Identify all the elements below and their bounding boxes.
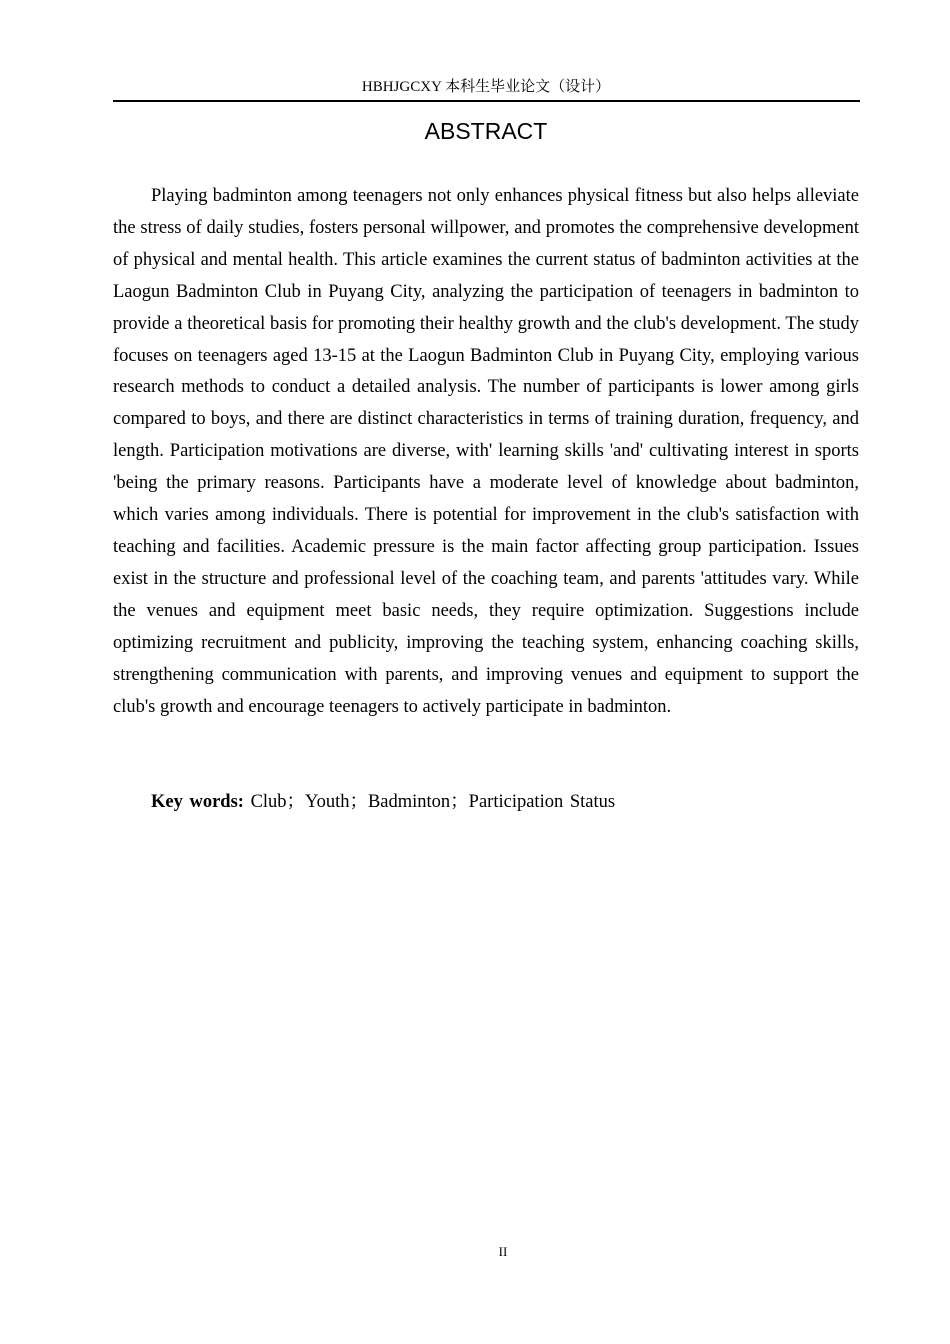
keywords-text: Club；Youth；Badminton；Participation Status	[250, 792, 616, 812]
keywords-label: Key words:	[151, 792, 244, 812]
abstract-paragraph: Playing badminton among teenagers not only enhances physical fitness but also helps alleviate the stress of daily studies, fosters personal willpower, and promotes the comprehensive development of physical and mental health. This article examines the current status of badminton activities at the Laogun Badminton Club in Puyang City, analyzing the participation of teenagers in badminton to provide a theoretical basis for promoting their healthy growth and the club's development. The study focuses on teenagers aged 13-15 at the Laogun Badminton Club in Puyang City, employing various research methods to conduct a detailed analysis. The number of participants is lower among girls compared to boys, and there are distinct characteristics in terms of training duration, frequency, and length. Participation motivations are diverse, with' learning skills 'and' cultivating interest in sports 'being the primary reasons. Participants have a moderate level of knowledge about badminton, which varies among individuals. There is potential for improvement in the club's satisfaction with teaching and facilities. Academic pressure is the main factor affecting group participation. Issues exist in the structure and professional level of the coaching team, and parents 'attitudes vary. While the venues and equipment meet basic needs, they require optimization. Suggestions include optimizing recruitment and publicity, improving the teaching system, enhancing coaching skills, strengthening communication with parents, and improving venues and equipment to support the club's growth and encourage teenagers to actively participate in badminton.	[113, 186, 859, 717]
running-header: HBHJGCXY 本科生毕业论文（设计）	[361, 79, 611, 95]
abstract-title: ABSTRACT	[424, 118, 548, 144]
header-rule	[113, 100, 860, 102]
keywords-line	[113, 787, 859, 819]
page-number: II	[498, 1244, 508, 1259]
